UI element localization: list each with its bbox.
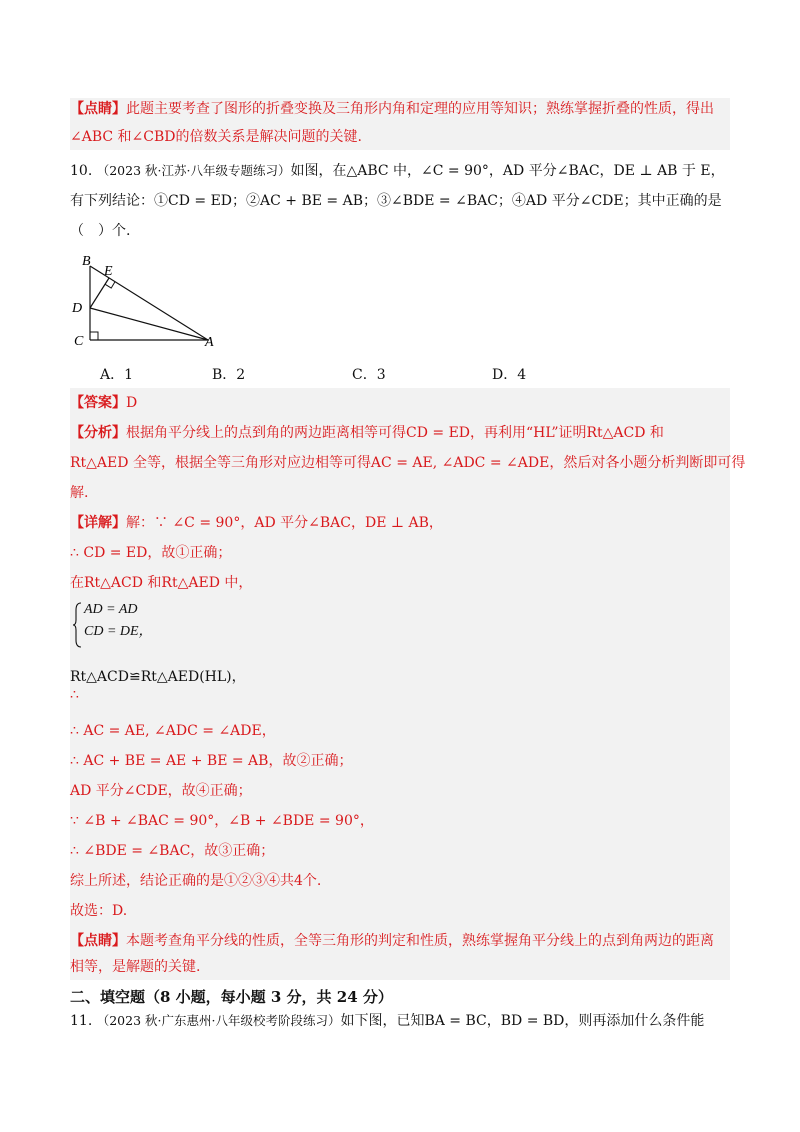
- answer-value: D: [126, 395, 138, 411]
- point-line2: 相等，是解题的关键.: [70, 959, 201, 975]
- label-b: B: [82, 254, 91, 269]
- q11-line1: [70, 1006, 730, 1036]
- choice-c: C．3: [352, 367, 386, 383]
- system-eq2: CD = DE，: [84, 624, 153, 639]
- label-a: A: [205, 335, 214, 350]
- detail-line9: ∴ ∠BDE = ∠BAC，故③正确；: [70, 843, 275, 859]
- analysis-line3: 解.: [70, 485, 89, 501]
- detail-tag: 【详解】: [70, 515, 126, 531]
- triangle-figure: [66, 248, 236, 352]
- point-text1: 本题考查角平分线的性质，全等三角形的判定和性质，熟练掌握角平分线上的点到角两边的距离: [126, 933, 714, 949]
- q10-line2: 有下列结论：①CD = ED；②AC + BE = AB；③∠BDE = ∠BAC；④AD 平分∠CDE；其中正确的是: [70, 193, 722, 209]
- point-tag: 【点睛】: [70, 933, 126, 949]
- detail-line7: AD 平分∠CDE，故④正确；: [70, 783, 252, 799]
- segment-de: [90, 278, 109, 308]
- q11-stem: 如下图，已知BA = BC，BD = BD，则再添加什么条件能: [340, 1013, 705, 1029]
- analysis-text1: 根据角平分线上的点到角的两边距离相等可得CD = ED，再利用“HL”证明Rt△ACD 和: [126, 425, 664, 441]
- prev-note-tag: 【点睛】: [70, 101, 126, 117]
- detail-line8: ∵ ∠B + ∠BAC = 90°，∠B + ∠BDE = 90°，: [70, 813, 374, 829]
- prev-note-text: 此题主要考查了图形的折叠变换及三角形内角和定理的应用等知识；熟练掌握折叠的性质，得出: [126, 101, 714, 117]
- equation-system: [70, 598, 270, 650]
- answer-tag: 【答案】: [70, 395, 126, 411]
- detail-line1: [70, 508, 730, 538]
- prev-note-block: [70, 98, 730, 150]
- choice-d: D．4: [492, 367, 527, 383]
- analysis-line1: [70, 418, 730, 448]
- solution-block: [70, 388, 746, 980]
- label-c: C: [74, 334, 84, 349]
- choice-b: B．2: [212, 367, 246, 383]
- answer-line: [70, 388, 730, 418]
- label-e: E: [104, 264, 113, 279]
- q10-line1: [70, 156, 730, 186]
- analysis-tag: 【分析】: [70, 425, 126, 441]
- brace-icon: [72, 602, 82, 648]
- q10-stem: 如图，在△ABC 中，∠C = 90°，AD 平分∠BAC，DE ⊥ AB 于 E，: [290, 163, 725, 179]
- detail-line11: 故选：D.: [70, 903, 128, 919]
- q10-number: 10.: [70, 163, 93, 179]
- question-10: [70, 156, 730, 248]
- q10-line3: （ ）个.: [70, 223, 131, 239]
- prev-note-line1: [70, 94, 730, 124]
- section-2-title: 二、填空题（8 小题，每小题 3 分，共 24 分）: [70, 988, 393, 1006]
- detail-line5: ∴ AC = AE, ∠ADC = ∠ADE，: [70, 723, 276, 739]
- detail-line2: ∴ CD = ED，故①正确；: [70, 545, 232, 561]
- detail-text1: 解：∵ ∠C = 90°，AD 平分∠BAC，DE ⊥ AB，: [126, 515, 443, 531]
- question-11: [70, 1006, 730, 1036]
- right-angle-c: [90, 332, 98, 340]
- analysis-line2: Rt△AED 全等，根据全等三角形对应边相等可得AC = AE, ∠ADC = ∠ADE，然后对各小题分析判断即可得: [70, 455, 746, 471]
- prev-note-line2: ∠ABC 和∠CBD的倍数关系是解决问题的关键.: [70, 129, 362, 145]
- system-eq1: AD = AD: [84, 602, 138, 617]
- choice-a: A．1: [100, 367, 134, 383]
- q11-source: （2023 秋·广东惠州·八年级校考阶段练习）: [96, 1013, 341, 1028]
- q11-number: 11.: [70, 1013, 93, 1029]
- therefore-symbol: ∴: [70, 687, 79, 703]
- detail-line6: ∴ AC + BE = AE + BE = AB，故②正确；: [70, 753, 353, 769]
- label-d: D: [72, 301, 83, 316]
- detail-congruent: Rt△ACD≌Rt△AED(HL)，: [70, 669, 246, 685]
- segment-ad: [90, 308, 208, 340]
- detail-line10: 综上所述，结论正确的是①②③④共4个.: [70, 873, 322, 889]
- detail-line3: 在Rt△ACD 和Rt△AED 中，: [70, 575, 253, 591]
- q10-source: （2023 秋·江苏·八年级专题练习）: [96, 163, 291, 178]
